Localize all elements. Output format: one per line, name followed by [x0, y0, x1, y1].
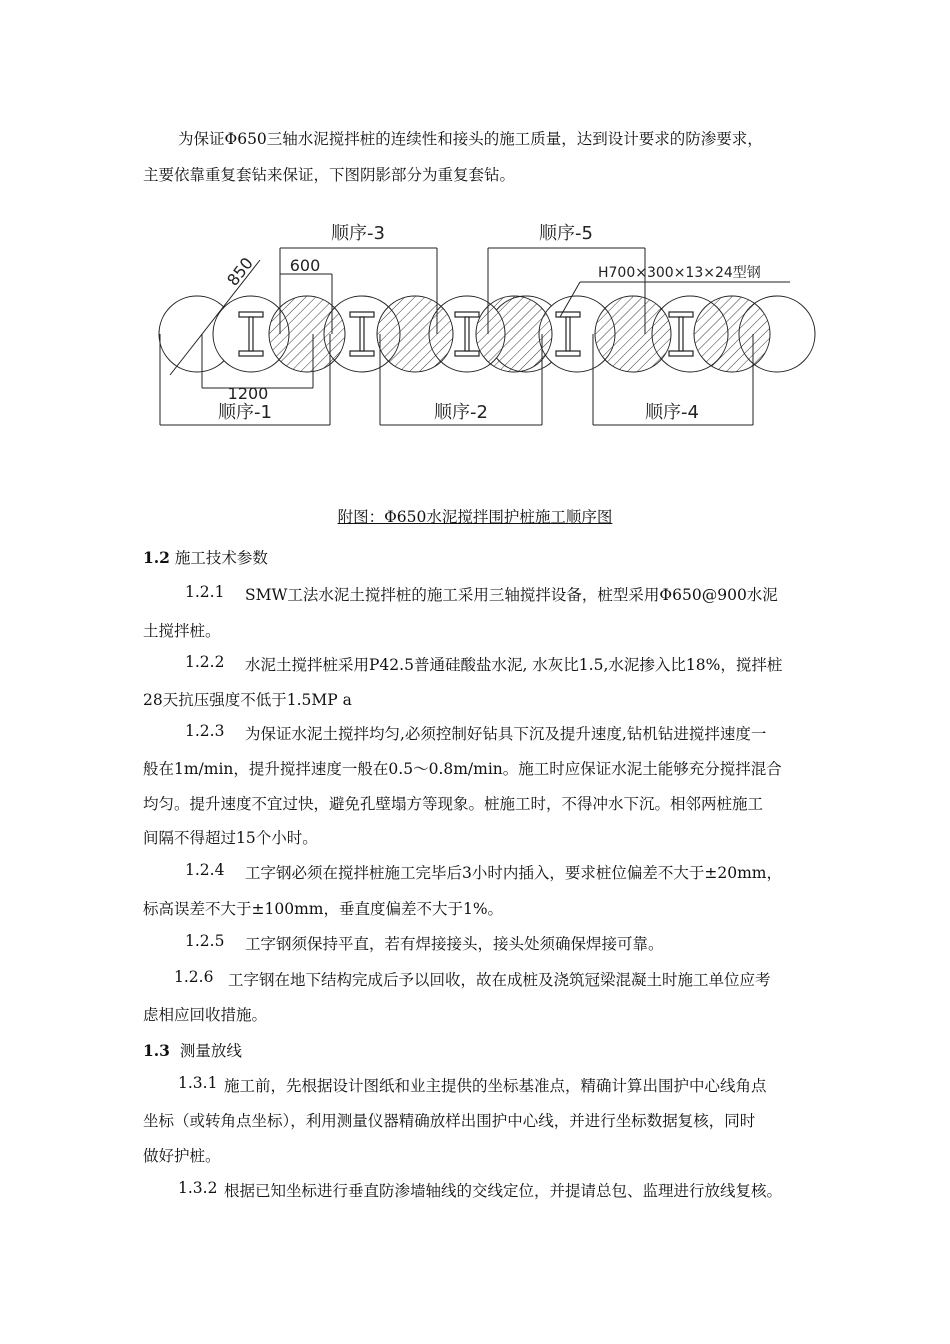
p125-number: 1.2.5 — [185, 932, 225, 950]
p126-line-1: 工字钢在地下结构完成后予以回收，故在成桩及浇筑冠梁混凝土时施工单位应考 — [228, 971, 771, 989]
p124-line-2: 标高误差不大于±100mm，垂直度偏差不大于1%。 — [143, 900, 504, 918]
p122-line-2: 28天抗压强度不低于1.5MP a — [143, 691, 352, 709]
seq-1-label: 顺序-1 — [218, 402, 272, 423]
p131-number: 1.3.1 — [178, 1074, 218, 1092]
p132-line-1: 根据已知坐标进行垂直防渗墙轴线的交线定位，并提请总包、监理进行放线复核。 — [224, 1182, 783, 1200]
p131-line-1: 施工前，先根据设计图纸和业主提供的坐标基准点，精确计算出围护中心线角点 — [224, 1077, 767, 1095]
seq-5-label: 顺序-5 — [539, 223, 593, 244]
p122-number: 1.2.2 — [185, 653, 225, 671]
seq-2-label: 顺序-2 — [434, 402, 488, 423]
intro-line-1: 为保证Φ650三轴水泥搅拌桩的连续性和接头的施工质量，达到设计要求的防渗要求， — [178, 130, 763, 148]
p123-line-2: 般在1m/min，提升搅拌速度一般在0.5～0.8m/min。施工时应保证水泥土能够充分搅拌混合 — [143, 760, 782, 778]
section-1-2-heading: 1.2 施工技术参数 — [143, 548, 268, 567]
p124-number: 1.2.4 — [185, 861, 225, 879]
p123-number: 1.2.3 — [185, 722, 225, 740]
section-1-3-heading: 1.3 测量放线 — [143, 1041, 242, 1060]
dim-1200-label: 1200 — [227, 384, 269, 403]
figure-caption: 附图：Φ650水泥搅拌围护桩施工顺序图 — [337, 508, 613, 526]
dim-850-label: 850 — [223, 253, 257, 290]
seq-3-label: 顺序-3 — [331, 223, 385, 244]
p126-number: 1.2.6 — [174, 968, 214, 986]
p131-line-2: 坐标（或转角点坐标），利用测量仪器精确放样出围护中心线，并进行坐标数据复核，同时 — [143, 1112, 756, 1130]
seq-4-label: 顺序-4 — [645, 402, 699, 423]
intro-line-2: 主要依靠重复套钻来保证，下图阴影部分为重复套钻。 — [143, 166, 516, 184]
p123-line-3: 均匀。提升速度不宜过快，避免孔壁塌方等现象。桩施工时，不得冲水下沉。相邻两桩施工 — [143, 795, 764, 813]
p125-line-1: 工字钢须保持平直，若有焊接接头，接头处须确保焊接可靠。 — [245, 935, 664, 953]
p121-number: 1.2.1 — [185, 583, 225, 601]
p121-line-2: 土搅拌桩。 — [143, 622, 221, 640]
p123-line-4: 间隔不得超过15个小时。 — [143, 829, 318, 847]
p121-line-1: SMW工法水泥土搅拌桩的施工采用三轴搅拌设备，桩型采用Φ650@900水泥 — [245, 586, 778, 604]
p123-line-1: 为保证水泥土搅拌均匀,必须控制好钻具下沉及提升速度,钻机钻进搅拌速度一 — [245, 725, 767, 743]
construction-sequence-figure — [150, 215, 830, 445]
p132-number: 1.3.2 — [178, 1179, 218, 1197]
p126-line-2: 虑相应回收措施。 — [143, 1006, 268, 1024]
steel-section-label: H700×300×13×24型钢 — [598, 265, 761, 281]
p124-line-1: 工字钢必须在搅拌桩施工完毕后3小时内插入，要求桩位偏差不大于±20mm， — [245, 864, 782, 882]
p122-line-1: 水泥土搅拌桩采用P42.5普通硅酸盐水泥, 水灰比1.5,水泥掺入比18%，搅拌桩 — [245, 656, 783, 674]
dim-600-label: 600 — [289, 256, 321, 275]
p131-line-3: 做好护桩。 — [143, 1147, 221, 1165]
